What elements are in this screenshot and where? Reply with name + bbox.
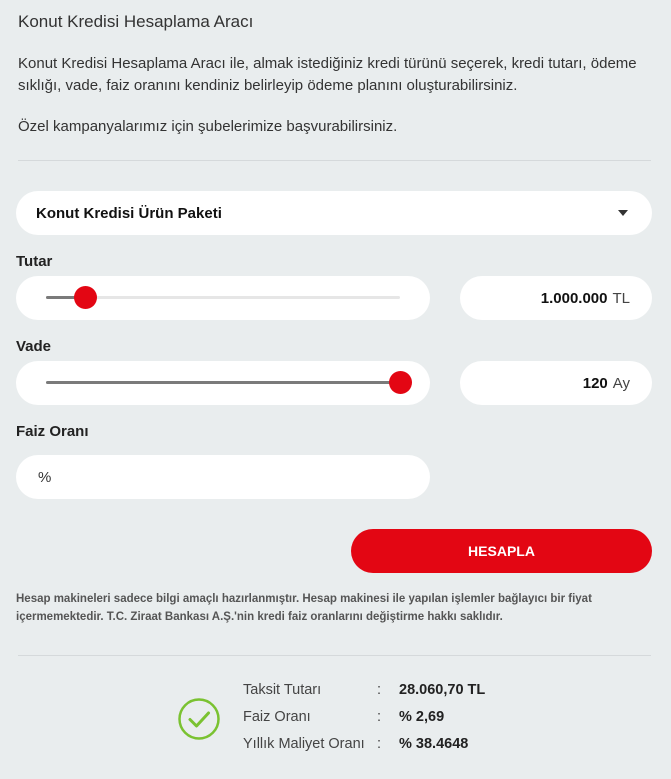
check-circle-icon: [178, 698, 220, 740]
rate-label: Faiz Oranı: [16, 423, 89, 440]
result-value: % 2,69: [399, 709, 445, 725]
result-row-rate: [243, 709, 543, 729]
result-value: 28.060,70 TL: [399, 682, 486, 698]
result-row-installment: [243, 682, 543, 702]
rate-input[interactable]: [16, 455, 430, 499]
top-divider: [18, 160, 651, 161]
term-value-field[interactable]: [460, 361, 652, 405]
term-slider-track[interactable]: [46, 381, 400, 384]
term-value: 120: [582, 374, 608, 392]
term-label: Vade: [16, 338, 52, 355]
result-separator: :: [377, 709, 382, 725]
term-slider-fill: [46, 381, 400, 384]
term-unit: Ay: [612, 374, 630, 392]
product-select-value: Konut Kredisi Ürün Paketi: [36, 204, 222, 222]
amount-slider-container: [16, 276, 430, 320]
disclaimer-text: Hesap makineleri sadece bilgi amaçlı hazırlanmıştır. Hesap makinesi ile yapılan işlemler bağlayıcı bir fiyat içermemektedir. T.C. Ziraat Bankası A.Ş.'nin kredi faiz oranlarını değiştirme hakkı saklıdır.: [16, 593, 592, 623]
result-label: Faiz Oranı: [243, 709, 311, 725]
amount-slider-thumb[interactable]: [74, 286, 97, 309]
term-slider-thumb[interactable]: [389, 371, 412, 394]
amount-unit: TL: [612, 289, 630, 307]
chevron-down-icon[interactable]: [618, 210, 628, 216]
term-slider-container: [16, 361, 430, 405]
result-label: Taksit Tutarı: [243, 682, 322, 698]
result-separator: :: [377, 682, 382, 698]
result-separator: :: [377, 736, 382, 752]
result-label: Yıllık Maliyet Oranı: [243, 736, 365, 752]
campaign-note: Özel kampanyalarımız için şubelerimize başvurabilirsiniz.: [18, 118, 398, 135]
result-value: % 38.4648: [399, 736, 469, 752]
result-row-annual-cost: [243, 736, 543, 756]
rate-field-container: [16, 455, 430, 499]
page-description: Konut Kredisi Hesaplama Aracı ile, almak istediğiniz kredi türünü seçerek, kredi tutarı, ödeme sıklığı, vade, faiz oranını kendiniz belirleyip ödeme planını oluşturabilirsiniz.: [18, 55, 637, 94]
product-select[interactable]: [16, 191, 652, 235]
bottom-divider: [18, 655, 651, 656]
page-title: Konut Kredisi Hesaplama Aracı: [18, 12, 254, 31]
calculate-button[interactable]: HESAPLA: [351, 529, 652, 573]
amount-label: Tutar: [16, 253, 53, 270]
amount-value-field[interactable]: [460, 276, 652, 320]
amount-slider-track[interactable]: [46, 296, 400, 299]
amount-value: 1.000.000: [540, 289, 608, 307]
